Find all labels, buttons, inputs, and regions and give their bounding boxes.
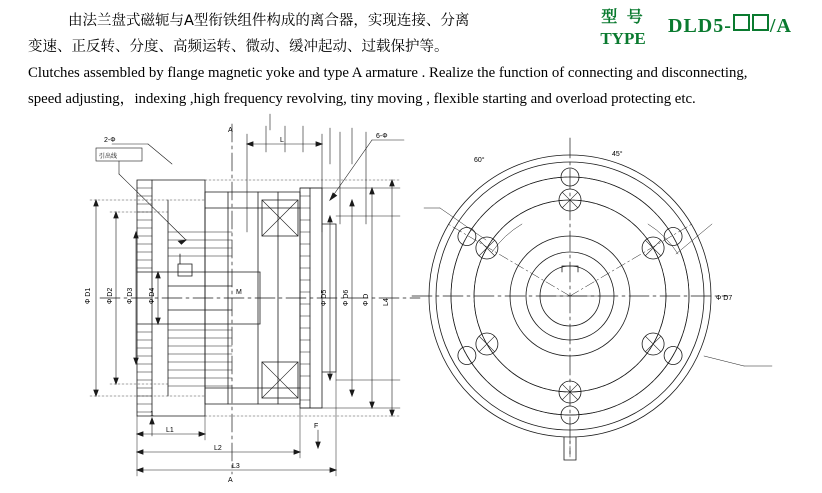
label-arrow-mark-1: 1 (150, 411, 154, 418)
english-line-1: Clutches assembled by flange magnetic yoke and type A armature . Realize the function of connecting and disconnecting, (28, 65, 748, 81)
label-angle-60: 60° (474, 157, 485, 164)
placeholder-box-1 (733, 14, 750, 31)
type-code-prefix: DLD5- (668, 15, 732, 37)
chinese-line-1: 由法兰盘式磁轭与A型衔铁组件构成的离合器，实现连接、分离 (68, 13, 470, 29)
label-dim-l: L (280, 137, 284, 144)
type-code-suffix: /A (769, 15, 792, 37)
chinese-line-2: 变速、正反转、分度、高频运转、微动、缓冲起动、过载保护等。 (28, 39, 449, 55)
label-hole-count: 6-Ф (376, 133, 388, 140)
label-dim-l4: L4 (383, 298, 390, 306)
label-arrow-mark-f: F (314, 423, 319, 430)
label-dim-d: Ф D (363, 293, 370, 306)
label-dim-d2: Ф D2 (107, 287, 114, 304)
label-dim-d3: Ф D3 (127, 287, 134, 304)
drawing-labels (85, 127, 732, 484)
label-section-mark-a2: A (228, 477, 233, 484)
type-code (668, 14, 792, 38)
label-dim-d4: Ф D4 (149, 287, 156, 304)
label-dim-d6: Ф D6 (343, 289, 350, 306)
cross-section-view (90, 114, 420, 476)
label-angle-45: 45° (612, 151, 623, 158)
technical-drawing (0, 104, 822, 493)
label-lead-note: 引出线 (99, 154, 118, 160)
label-dim-l1: L1 (166, 427, 174, 434)
label-dim-d5: Ф D5 (321, 289, 328, 306)
label-dim-l3: L3 (232, 463, 240, 470)
label-bolt-circle: Ф D7 (716, 295, 733, 302)
label-dim-l2: L2 (214, 445, 222, 452)
drawing-svg (0, 104, 822, 493)
type-label (583, 6, 663, 50)
label-dim-d1: Ф D1 (85, 287, 92, 304)
chinese-description (28, 8, 548, 60)
label-hole-note: 2-Ф (104, 137, 116, 144)
label-dim-m: M (236, 289, 242, 296)
placeholder-box-2 (752, 14, 769, 31)
type-label-en: TYPE (600, 29, 646, 48)
type-label-cn: 型 号 (601, 7, 645, 26)
label-section-mark-a: A (228, 127, 233, 134)
english-line-2: speed adjusting，indexing ,high frequency revolving, tiny moving , flexible starting and overload protecting etc. (28, 91, 696, 107)
